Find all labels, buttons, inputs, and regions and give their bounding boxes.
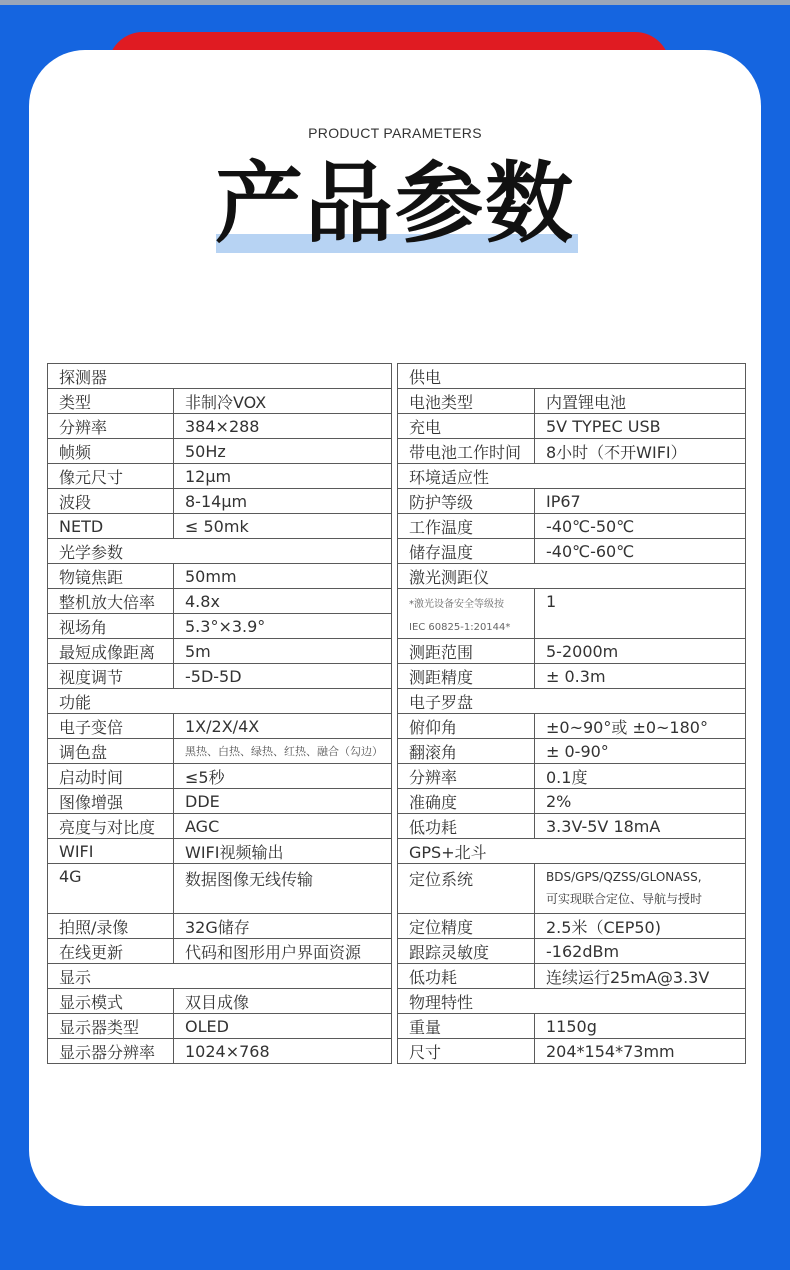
spec-value: 内置锂电池 <box>535 389 746 414</box>
spec-label: 调色盘 <box>48 739 174 764</box>
section-header: 供电 <box>398 364 746 389</box>
spec-label: 亮度与对比度 <box>48 814 174 839</box>
spec-label: 启动时间 <box>48 764 174 789</box>
spec-value: 4.8x <box>174 589 392 614</box>
spec-label: 测距精度 <box>398 664 535 689</box>
spec-label: 准确度 <box>398 789 535 814</box>
spec-value: ≤5秒 <box>174 764 392 789</box>
spec-value: 非制冷VOX <box>174 389 392 414</box>
spec-label: 防护等级 <box>398 489 535 514</box>
section-header: 光学参数 <box>48 539 392 564</box>
spec-label: 电子变倍 <box>48 714 174 739</box>
section-header: 环境适应性 <box>398 464 746 489</box>
section-header: 电子罗盘 <box>398 689 746 714</box>
table-row <box>48 364 746 389</box>
spec-label: 电池类型 <box>398 389 535 414</box>
spec-table <box>47 363 746 1064</box>
spec-value: 2.5米（CEP50) <box>535 914 746 939</box>
spec-label: 工作温度 <box>398 514 535 539</box>
spec-label: 低功耗 <box>398 964 535 989</box>
section-header: 功能 <box>48 689 392 714</box>
spec-label: 重量 <box>398 1014 535 1039</box>
page-title: 产品参数 <box>214 152 575 255</box>
spec-label: 显示器类型 <box>48 1014 174 1039</box>
spec-value: 1024×768 <box>174 1039 392 1064</box>
spec-value: 数据图像无线传输 <box>174 864 392 914</box>
spec-label: 储存温度 <box>398 539 535 564</box>
laser-note-line1: *激光设备安全等级按 <box>409 598 504 610</box>
spec-value: -5D-5D <box>174 664 392 689</box>
spec-label: 最短成像距离 <box>48 639 174 664</box>
spec-value: IP67 <box>535 489 746 514</box>
positioning-systems-value <box>535 864 746 914</box>
spec-value: OLED <box>174 1014 392 1039</box>
spec-value: 2% <box>535 789 746 814</box>
spec-label: 跟踪灵敏度 <box>398 939 535 964</box>
spec-value: 204*154*73mm <box>535 1039 746 1064</box>
spec-value: -40℃-50℃ <box>535 514 746 539</box>
spec-value: 1 <box>535 589 746 639</box>
positioning-systems-line2: 可实现联合定位、导航与授时 <box>546 892 703 906</box>
section-header: 物理特性 <box>398 989 746 1014</box>
spec-value: 5m <box>174 639 392 664</box>
spec-label: 带电池工作时间 <box>398 439 535 464</box>
spec-value: 12μm <box>174 464 392 489</box>
section-header: 显示 <box>48 964 392 989</box>
spec-value: ≤ 50mk <box>174 514 392 539</box>
section-header: GPS+北斗 <box>398 839 746 864</box>
spec-value: 黑热、白热、绿热、红热、融合（勾边） <box>174 739 392 764</box>
spec-value: 50mm <box>174 564 392 589</box>
spec-label: 定位系统 <box>398 864 535 914</box>
laser-safety-note <box>398 589 535 639</box>
spec-label: 波段 <box>48 489 174 514</box>
section-header: 激光测距仪 <box>398 564 746 589</box>
spec-label: 显示模式 <box>48 989 174 1014</box>
spec-label: 尺寸 <box>398 1039 535 1064</box>
spec-value: 1150g <box>535 1014 746 1039</box>
spec-label: 物镜焦距 <box>48 564 174 589</box>
spec-label: 整机放大倍率 <box>48 589 174 614</box>
spec-label: 充电 <box>398 414 535 439</box>
spec-value: AGC <box>174 814 392 839</box>
spec-label: 像元尺寸 <box>48 464 174 489</box>
spec-value: 双目成像 <box>174 989 392 1014</box>
spec-value: 0.1度 <box>535 764 746 789</box>
spec-value: 50Hz <box>174 439 392 464</box>
spec-value: 5.3°×3.9° <box>174 614 392 639</box>
spec-value: 5-2000m <box>535 639 746 664</box>
section-header: 探测器 <box>48 364 392 389</box>
laser-note-line2: IEC 60825-1:20144* <box>409 621 511 633</box>
page-subtitle: PRODUCT PARAMETERS <box>308 125 482 141</box>
spec-label: 俯仰角 <box>398 714 535 739</box>
spec-value: ± 0-90° <box>535 739 746 764</box>
spec-label: 低功耗 <box>398 814 535 839</box>
spec-label: 图像增强 <box>48 789 174 814</box>
spec-label: 视场角 <box>48 614 174 639</box>
spec-label: 4G <box>48 864 174 914</box>
spec-label: 类型 <box>48 389 174 414</box>
spec-label: 帧频 <box>48 439 174 464</box>
spec-value: 1X/2X/4X <box>174 714 392 739</box>
spec-value: ±0~90°或 ±0~180° <box>535 714 746 739</box>
spec-label: 测距范围 <box>398 639 535 664</box>
spec-value: 代码和图形用户界面资源 <box>174 939 392 964</box>
spec-label: 拍照/录像 <box>48 914 174 939</box>
spec-label: WIFI <box>48 839 174 864</box>
spec-label: 定位精度 <box>398 914 535 939</box>
spec-value: -162dBm <box>535 939 746 964</box>
spec-value: 连续运行25mA@3.3V <box>535 964 746 989</box>
spec-label: 翻滚角 <box>398 739 535 764</box>
spec-label: NETD <box>48 514 174 539</box>
spec-value: 3.3V-5V 18mA <box>535 814 746 839</box>
spec-label: 分辨率 <box>398 764 535 789</box>
positioning-systems-line1: BDS/GPS/QZSS/GLONASS, <box>546 870 702 884</box>
spec-value: 32G储存 <box>174 914 392 939</box>
spec-value: 8-14μm <box>174 489 392 514</box>
spec-value: 384×288 <box>174 414 392 439</box>
spec-value: -40℃-60℃ <box>535 539 746 564</box>
spec-value: DDE <box>174 789 392 814</box>
spec-value: 8小时（不开WIFI） <box>535 439 746 464</box>
top-stripe <box>0 0 790 5</box>
spec-value: 5V TYPEC USB <box>535 414 746 439</box>
spec-label: 显示器分辨率 <box>48 1039 174 1064</box>
spec-value: ± 0.3m <box>535 664 746 689</box>
spec-label: 在线更新 <box>48 939 174 964</box>
spec-label: 视度调节 <box>48 664 174 689</box>
spec-value: WIFI视频输出 <box>174 839 392 864</box>
spec-label: 分辨率 <box>48 414 174 439</box>
